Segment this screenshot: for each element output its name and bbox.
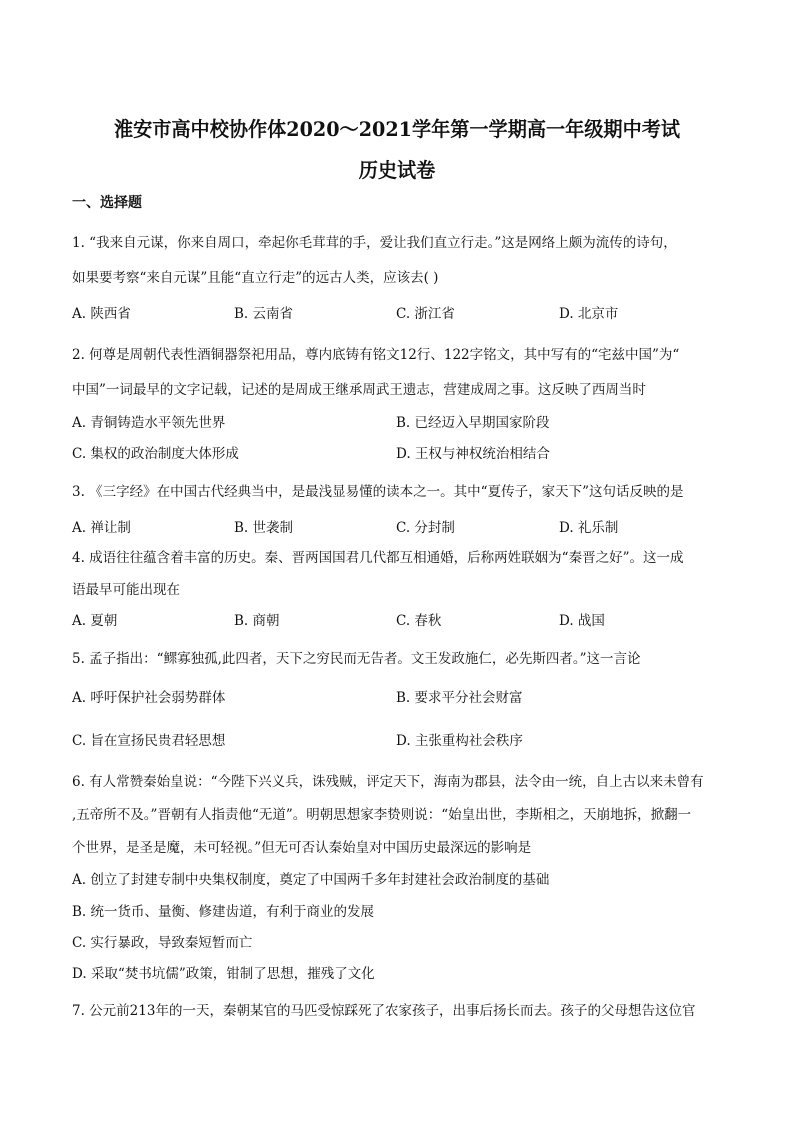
question-5-option-c: C. 旨在宣扬民贵君轻思想	[72, 733, 226, 749]
question-4-option-d: D. 战国	[559, 613, 605, 629]
question-3-option-a: A. 禅让制	[72, 520, 131, 536]
question-3-option-d: D. 礼乐制	[559, 520, 619, 536]
question-7-line-1: 7. 公元前213年的一天，秦朝某官的马匹受惊踩死了农家孩子，出事后扬长而去。孩子的父母想告这位官	[72, 1003, 696, 1019]
question-3-option-b: B. 世袭制	[234, 520, 294, 536]
question-4-option-b: B. 商朝	[234, 613, 280, 629]
question-6-option-a: A. 创立了封建专制中央集权制度，奠定了中国两千多年封建社会政治制度的基础	[72, 872, 550, 888]
question-5-option-a: A. 呼吁保护社会弱势群体	[72, 690, 226, 706]
question-2-line-2: 中国”一词最早的文字记载，记述的是周成王继承周武王遗志，营建成周之事。这反映了西周当时	[72, 382, 646, 398]
question-6-line-1: 6. 有人常赞秦始皇说：“今陛下兴义兵，诛残贼，评定天下，海南为郡县，法令由一统，自上古以来未曾有	[72, 774, 704, 790]
question-4-option-a: A. 夏朝	[72, 613, 118, 629]
question-2-option-b: B. 已经迈入早期国家阶段	[396, 415, 550, 431]
question-1-option-b: B. 云南省	[234, 306, 294, 322]
question-1-line-1: 1. “我来自元谋，你来自周口，牵起你毛茸茸的手，爱让我们直立行走。”这是网络上颇为流传的诗句，	[72, 235, 677, 251]
question-2-option-a: A. 青铜铸造水平领先世界	[72, 415, 226, 431]
question-4-line-1: 4. 成语往往蕴含着丰富的历史。秦、晋两国国君几代都互相通婚，后称两姓联姻为“秦晋之好”。这一成	[72, 550, 684, 566]
question-4-option-c: C. 春秋	[396, 613, 442, 629]
exam-title: 淮安市高中校协作体2020～2021学年第一学期高一年级期中考试	[113, 117, 681, 141]
question-5-option-b: B. 要求平分社会财富	[396, 690, 523, 706]
exam-subtitle: 历史试卷	[358, 158, 436, 182]
question-6-option-c: C. 实行暴政，导致秦短暂而亡	[72, 935, 253, 951]
question-6-option-b: B. 统一货币、量衡、修建齿道，有利于商业的发展	[72, 904, 375, 920]
question-5-option-d: D. 主张重构社会秩序	[396, 733, 523, 749]
question-2-line-1: 2. 何尊是周朝代表性酒铜器祭祀用品，尊内底铸有铭文12行、122字铭文，其中写有的“宅兹中国”为“	[72, 347, 680, 363]
question-6-line-2: ,五帝所不及。”晋朝有人指责他“无道”。明朝思想家李贽则说：“始皇出世，李斯相之，天崩地拆，掀翻一	[72, 807, 692, 823]
section-heading: 一、选择题	[72, 195, 142, 211]
question-6-line-3: 个世界，是圣是魔，未可轻视。”但无可否认秦始皇对中国历史最深远的影响是	[72, 840, 532, 856]
question-1-option-a: A. 陕西省	[72, 306, 131, 322]
question-6-option-d: D. 采取“焚书坑儒”政策，钳制了思想，摧残了文化	[72, 966, 375, 982]
question-2-option-c: C. 集权的政治制度大体形成	[72, 446, 239, 462]
question-3-option-c: C. 分封制	[396, 520, 455, 536]
question-1-option-c: C. 浙江省	[396, 306, 455, 322]
question-2-option-d: D. 王权与神权统治相结合	[396, 446, 550, 462]
question-5-line-1: 5. 孟子指出：“鳏寡独孤,此四者，天下之穷民而无告者。文王发政施仁，必先斯四者。”这一言论	[72, 651, 641, 667]
question-1-line-2: 如果要考察“来自元谋”且能“直立行走”的远古人类，应该去( )	[72, 270, 439, 286]
question-4-line-2: 语最早可能出现在	[72, 582, 180, 598]
question-3-line-1: 3. 《三字经》在中国古代经典当中，是最浅显易懂的读本之一。其中“夏传子，家天下”这句话反映的是	[72, 484, 684, 500]
question-1-option-d: D. 北京市	[559, 306, 619, 322]
